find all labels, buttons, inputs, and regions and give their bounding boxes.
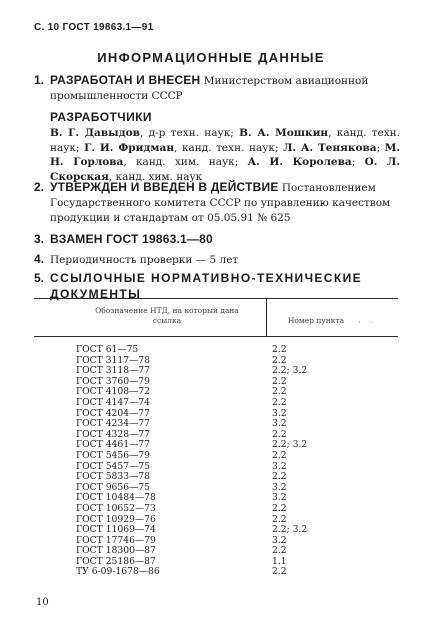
point-cell: 2.2: [272, 471, 287, 483]
developer-degree: , канд. техн. наук;: [50, 127, 401, 154]
gost-cell: ГОСТ 5457—75: [76, 460, 150, 472]
developer-name: О. Л. Скорская: [50, 156, 400, 183]
item-text: [50, 232, 394, 248]
gost-cell: ГОСТ 25186—87: [76, 555, 156, 567]
gost-cell: ГОСТ 3117—78: [76, 354, 150, 366]
developer-degree: , канд. хим. наук;: [123, 156, 248, 168]
info-item-2: [34, 180, 394, 228]
gost-cell: ГОСТ 9656—75: [76, 481, 150, 493]
page-header: С. 10 ГОСТ 19863.1—91: [34, 22, 154, 33]
table-header-designation: Обозначение НТД, на который дана ссылка: [95, 306, 239, 325]
gost-cell: ГОСТ 18300—87: [76, 545, 156, 557]
developers-heading: РАЗРАБОТЧИКИ: [50, 110, 152, 124]
developer-name: М. Н. Горлова: [50, 141, 400, 168]
decorative-dots: · ·: [358, 318, 376, 328]
gost-cell: ГОСТ 4234—77: [76, 418, 150, 430]
developers-list: [50, 126, 400, 184]
developer-degree: , канд. хим. наук: [108, 170, 203, 183]
developer-degree: , канд. техн. наук;: [174, 141, 284, 154]
developer-name: Г. И. Фридман: [84, 141, 175, 154]
item-caps: УТВЕРЖДЕН И ВВЕДЕН В ДЕЙСТВИЕ: [50, 180, 279, 194]
point-cell: 2.2: [272, 375, 287, 387]
gost-cell: ГОСТ 4328—77: [76, 428, 150, 440]
item-number: 5.: [34, 271, 45, 285]
gost-cell: ГОСТ 4108—72: [76, 386, 150, 398]
item-text: [50, 73, 394, 104]
gost-cell: ГОСТ 3760—79: [76, 375, 150, 387]
info-item-5: [34, 271, 394, 301]
item-body: Постановлением Государственного комитета СССР по управлению качеством продукции и стандартам от 05.05.91 № 625: [50, 182, 391, 224]
item-number: 1.: [34, 73, 45, 87]
gost-cell: ГОСТ 3118—77: [76, 365, 150, 377]
table-header-point: Номер пункта: [287, 316, 345, 325]
point-cell: 2.2: [272, 396, 287, 408]
gost-cell: ГОСТ 5833—78: [76, 471, 150, 483]
gost-cell: ГОСТ 4147—74: [76, 396, 150, 408]
info-item-4: [34, 252, 394, 268]
item-caps: РАЗРАБОТАН И ВНЕСЕН: [50, 73, 201, 87]
point-cell: 2.2: [272, 502, 287, 514]
point-cell: 2.2: [272, 428, 287, 440]
point-cell: 3.2: [272, 460, 287, 472]
table-header-rule: [34, 336, 398, 337]
item-text: [50, 180, 394, 226]
table-column-divider: [266, 298, 267, 336]
developer-name: В. Г. Давыдов: [50, 127, 140, 139]
developer-name: А. И. Королева: [247, 156, 352, 168]
gost-cell: ГОСТ 10652—73: [76, 502, 156, 514]
developer-name: В. А. Мошкин: [239, 127, 329, 139]
gost-cell: ГОСТ 10929—76: [76, 513, 156, 525]
gost-cell: ТУ 6-09-1678—86: [76, 566, 160, 578]
page-title: ИНФОРМАЦИОННЫЕ ДАННЫЕ: [97, 50, 325, 65]
point-cell: 2.2: [272, 513, 287, 525]
gost-cell: ГОСТ 10484—78: [76, 492, 156, 504]
point-cell: 3.2: [272, 534, 287, 546]
item-caps: ССЫЛОЧНЫЕ НОРМАТИВНО-ТЕХНИЧЕСКИЕ ДОКУМЕНТЫ: [50, 271, 363, 301]
table-top-rule: [34, 298, 398, 299]
point-cell: 2.2; 3.2: [272, 365, 308, 377]
info-item-1: [34, 73, 394, 107]
item-number: 2.: [34, 180, 45, 194]
developer-name: Л. А. Тенякова: [283, 141, 377, 154]
developer-degree: ;: [376, 141, 385, 154]
gost-cell: ГОСТ 11069—74: [76, 524, 156, 536]
point-cell: 2.2; 3.2: [272, 524, 308, 536]
gost-cell: ГОСТ 4461—77: [76, 439, 150, 451]
item-text: [50, 252, 394, 268]
info-item-3: [34, 232, 394, 248]
point-cell: 3.2: [272, 481, 287, 493]
point-cell: 2.2: [272, 354, 287, 366]
developer-degree: , д-р техн. наук;: [139, 127, 240, 139]
point-cell: 2.2: [272, 566, 287, 578]
point-cell: 3.2: [272, 407, 287, 419]
point-cell: 3.2: [272, 492, 287, 504]
point-cell: 2.2: [272, 545, 287, 557]
gost-cell: ГОСТ 4204—77: [76, 407, 150, 419]
item-body: Министерством авиационной промышленности СССР: [50, 75, 369, 102]
item-number: 4.: [34, 252, 45, 266]
point-cell: 2.2: [272, 386, 287, 398]
gost-cell: ГОСТ 5456—79: [76, 449, 150, 461]
gost-cell: ГОСТ 61—75: [76, 344, 139, 355]
point-cell: 1.1: [272, 555, 287, 567]
item-body: Периодичность проверки — 5 лет: [50, 254, 239, 266]
point-cell: 2.2; 3.2: [272, 439, 308, 451]
point-cell: 3.2: [272, 418, 287, 430]
point-cell: 2.2: [272, 449, 287, 461]
developer-degree: ;: [351, 156, 365, 168]
item-number: 3.: [34, 232, 45, 246]
item-caps: ВЗАМЕН ГОСТ 19863.1—80: [50, 232, 213, 246]
page-number: 10: [36, 597, 49, 608]
point-cell: 2.2: [272, 344, 287, 355]
gost-cell: ГОСТ 17746—79: [76, 534, 156, 546]
